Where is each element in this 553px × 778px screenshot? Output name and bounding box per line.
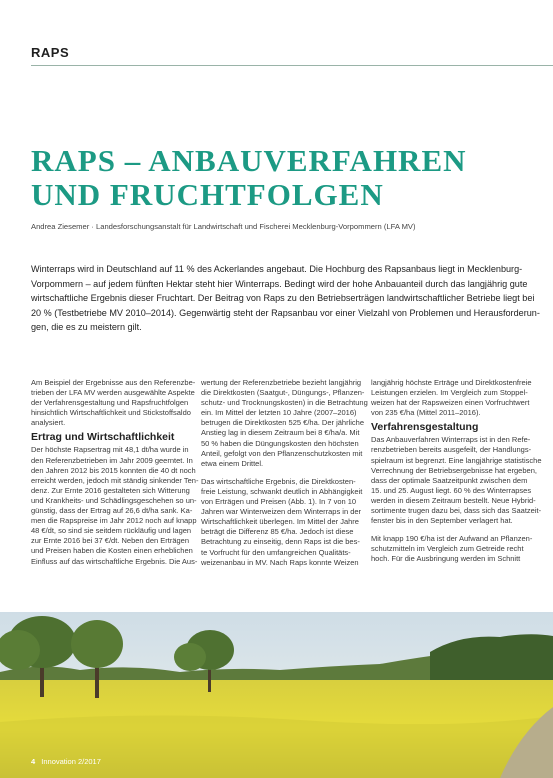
text-line: betrugen die Direktkosten 525 €/ha. Der jährliche [201,418,365,428]
text-line: beträgt die Differenz 85 €/ha. Jedoch ist diese [201,527,354,537]
text-line: renzbetrieben bereits ausgefeilt, der Handlungs- [371,445,532,455]
text-line: Wirtschaftlichkeit überlegen. Im Mittel der Jahre [201,517,359,527]
lead-line: gen, die es zu meistern gilt. [31,322,142,333]
text-line: Anstieg lag in diesem Zeitraum bei 8 €/ha/a. Mit [201,428,360,438]
text-line: 48 €/dt, so sind sie seitdem rückläufig und lagen [31,526,192,536]
rapeseed-field-photo [0,612,553,778]
author-line: Andrea Ziesemer · Landesforschungsanstalt für Landwirtschaft und Fischerei Mecklenburg-Vorpommern (LFA MV) [31,222,416,231]
text-line: weizen hat der Rapsweizen einen Vorfruchtwert [371,398,530,408]
subheading-yield: Ertrag und Wirtschaftlichkeit [31,431,175,444]
text-line: denz. Zur Ernte 2016 gestalteten sich Witterung [31,485,190,495]
text-line: Einfluss auf das wirtschaftliche Ergebnis. Die Aus- [31,556,198,566]
title-line-2: UND FRUCHTFOLGEN [31,177,384,212]
text-line: Der höchste Rapsertrag mit 48,1 dt/ha wurde in [31,445,189,455]
text-line: die Direktkosten (Saatgut-, Düngungs-, Pflanzen- [201,388,365,398]
text-line: schutz- und Trocknungskosten) in die Betrachtung [201,398,368,408]
text-line: sortimente trugen dazu bei, dass sich das Saatzeit- [371,506,542,516]
text-line: den Jahren 2012 bis 2015 konnten die 40 dt noch [31,465,196,475]
text-line: Verrechnung der Betriebsergebnisse hat ergeben, [371,465,537,475]
text-line: ein. Im Mittel der letzten 10 Jahre (2007–2016) [201,408,357,418]
lead-line: wirtschaftliche Ergebnis dieser Fruchtart. Der Beitrag von Raps zu den Betriebserträgen landwirtschaftlicher Betriebe liegt bei [31,293,535,304]
column-1 [31,378,199,567]
page-number: 4 [31,757,36,766]
paragraph-gap [371,526,529,534]
text-line: hoch. Für die Ausbringung werden im Schnitt [371,554,521,564]
text-line: zur Ernte 2016 bei 37 €/dt. Neben den Erträgen [31,536,190,546]
text-line: analysiert. [31,418,66,428]
text-line: Mit knapp 190 €/ha ist der Aufwand an Pflanzen- [371,534,533,544]
text-line: Das Anbauverfahren Winterraps ist in den Refe- [371,435,531,445]
text-line: fenster bis in den September verlagert hat. [371,516,513,526]
paragraph-gap [201,469,359,477]
lead-line: 20 % (Testbetriebe MV 2010–2014). Gegenwärtig steht der Rapsanbau vor einer Vielzahl von Problemen und Herausforderun- [31,307,540,318]
text-line: Leistungen erzielen. Im Vergleich zum Stoppel- [371,388,528,398]
text-line: weizenanbau in MV. Nach Raps konnte Weizen [201,557,359,567]
text-line: 50 % haben die Düngungskosten den höchsten [201,438,359,448]
page-footer [31,757,101,766]
text-line: Betrachtung zu einseitig, denn Raps ist die bes- [201,537,360,547]
text-line: den Referenzbetrieben im Jahr 2009 geerntet. In [31,455,193,465]
text-line: men die Rapspreise im Jahr 2012 noch auf knapp [31,516,197,526]
text-line: günstig, dass der Ertrag auf 26,6 dt/ha sank. Ka- [31,506,193,516]
issue-label: Innovation 2/2017 [41,757,101,766]
subheading-procedure: Verfahrensgestaltung [371,421,479,434]
text-line: von 235 €/ha (Mittel 2011–2016). [371,408,481,418]
text-line: 15. und 25. August liegt. 60 % des Winterrapses [371,485,532,495]
text-line: und Krankheits- und Schädlingsgeschehen so un- [31,495,197,505]
lead-line: Vorpommern – auf jedem fünften Hektar steht hier Winterraps. Bedingt wird der hohe Anbauanteil durch das langjährig gute [31,278,528,289]
text-line: erreicht werden, jedoch mit ständig sinkender Ten- [31,475,199,485]
title-line-1: RAPS – ANBAUVERFAHREN [31,143,467,178]
lead-line: Winterraps wird in Deutschland auf 11 % des Ackerlandes angebaut. Die Hochburg des Rapsanbaus liegt in Mecklenburg- [31,264,523,274]
text-line: der Verfahrensgestaltung und Rapsfruchtfolgen [31,398,189,408]
section-label: RAPS [31,45,70,60]
column-3 [371,378,542,565]
text-line: schutzmitteln im Vergleich zum Getreide recht [371,544,524,554]
text-line: langjährig höchste Erträge und Direktkostenfreie [371,378,532,387]
header-rule [31,65,553,66]
text-line: spielraum ist begrenzt. Eine langjährige statistische [371,455,542,465]
lead-paragraph [31,262,540,335]
text-line: und Preisen haben die Kosten einen erheblichen [31,546,193,556]
text-line: wertung der Referenzbetriebe bezieht langjährig [201,378,362,387]
text-line: Am Beispiel der Ergebnisse aus den Referenzbe- [31,378,196,387]
text-line: Jahren war Winterweizen dem Winterraps in der [201,507,362,517]
text-line: te Vorfrucht für den umfangreichen Qualitäts- [201,547,351,557]
text-line: Das wirtschaftliche Ergebnis, die Direktkosten- [201,476,356,486]
column-2 [201,378,368,568]
field-texture [0,715,553,778]
text-line: trieben der LFA MV werden ausgewählte Aspekte [31,388,195,398]
text-line: Anteil, gefolgt von den Pflanzenschutzkosten mit [201,448,363,458]
article-title [31,144,531,212]
text-line: etwa einem Drittel. [201,458,264,468]
text-line: werden in diesem Zeitraum bestellt. Neue Hybrid- [371,495,536,505]
text-line: von Erträgen und Preisen (Abb. 1). In 7 von 10 [201,497,357,507]
text-line: dass der optimale Saatzeitpunkt zwischen dem [371,475,528,485]
text-line: freie Leistung, schwankt deutlich in Abhängigkeit [201,486,363,496]
text-line: hinsichtlich Wirtschaftlichkeit und Stickstoffsaldo [31,408,191,418]
